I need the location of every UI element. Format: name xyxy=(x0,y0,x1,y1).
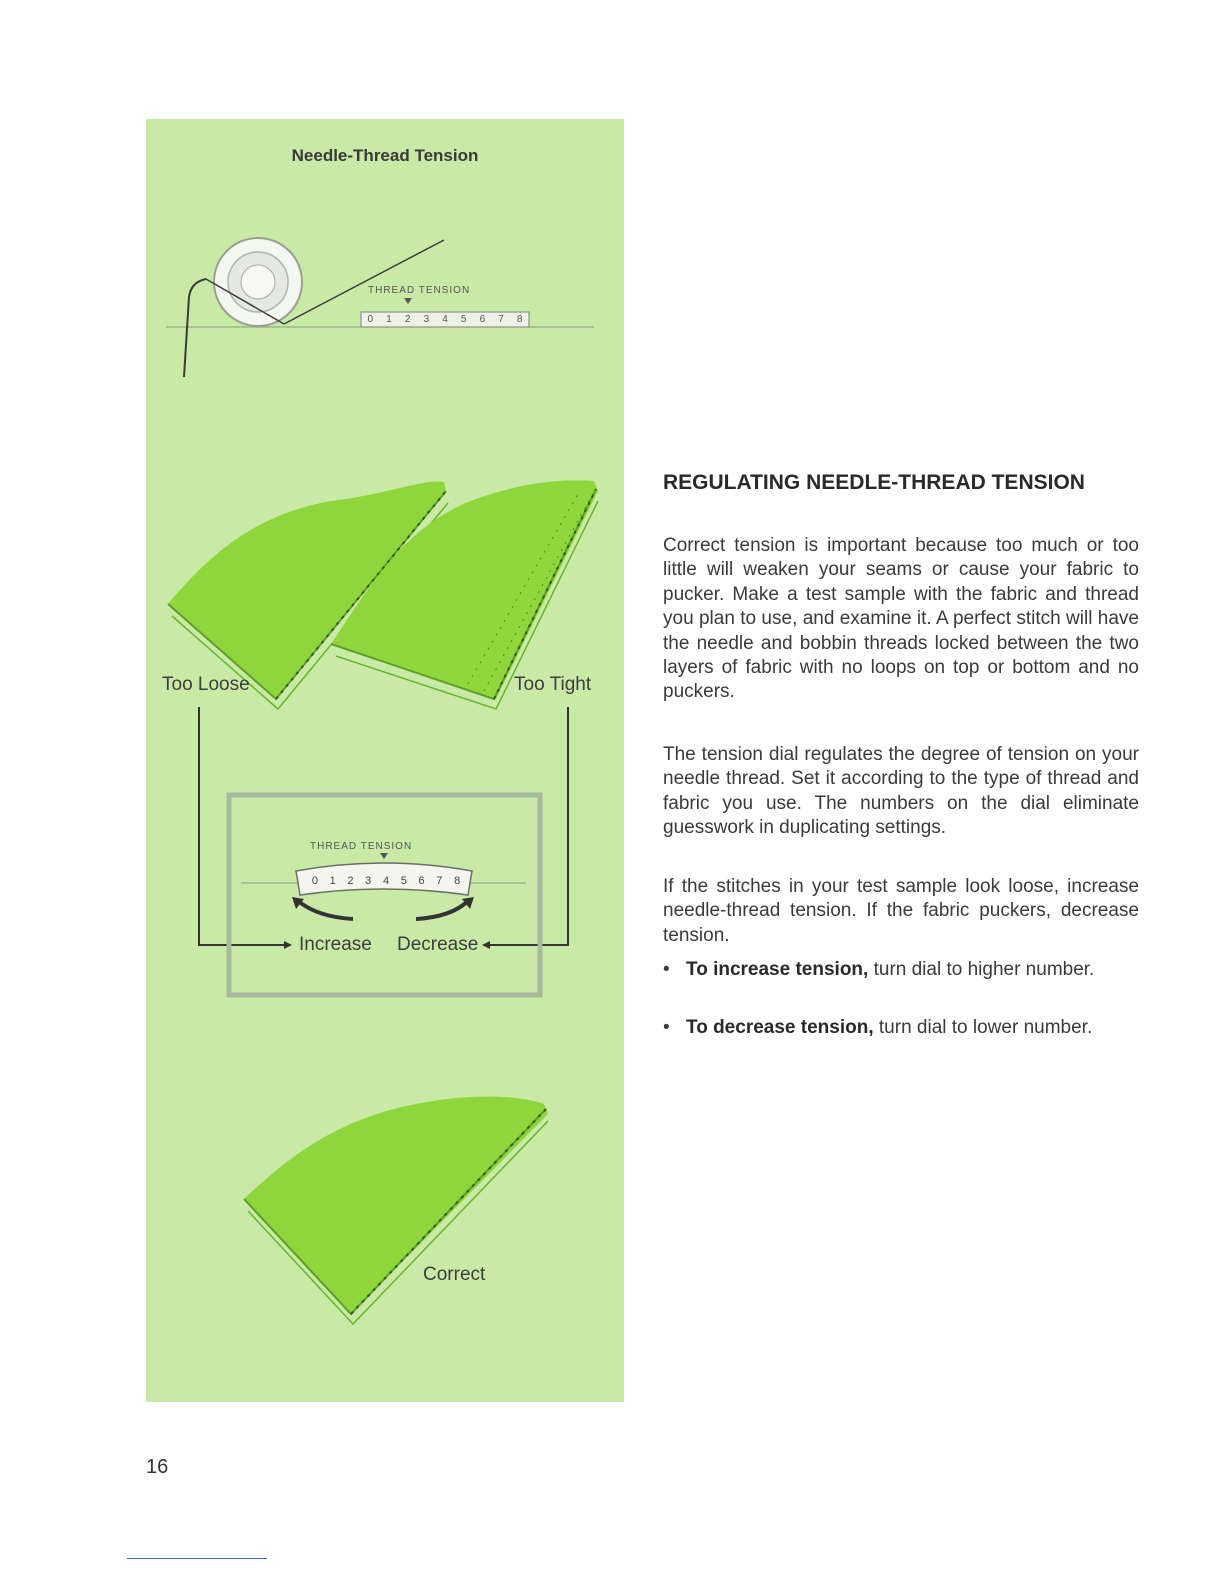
bullet-dot: • xyxy=(663,1017,670,1038)
dial-number: 4 xyxy=(442,314,448,325)
page-number: 16 xyxy=(146,1456,169,1478)
dial-number: 3 xyxy=(423,314,430,325)
dial-number: 2 xyxy=(347,875,354,887)
label-decrease: Decrease xyxy=(397,934,479,955)
dial-number: 1 xyxy=(386,314,392,325)
bullet-dot: • xyxy=(663,959,670,980)
dial-number: 3 xyxy=(365,875,372,887)
tension-disc-diagram xyxy=(166,238,594,377)
dial-number: 4 xyxy=(382,875,390,887)
dial-number: 0 xyxy=(311,875,318,887)
dial-scale-box xyxy=(306,871,466,891)
para-3-text: If the stitches in your test sample look loose, increase needle-thread tension. If the fabric puckers, decrease tension. xyxy=(663,876,1139,946)
article-para-1 xyxy=(663,534,1139,705)
bullet-decrease xyxy=(663,1016,1139,1040)
dial-number: 8 xyxy=(454,875,461,887)
tension-dial-box xyxy=(229,795,540,995)
fabric-correct xyxy=(244,1097,548,1325)
footer-rule xyxy=(127,1558,267,1559)
dial-scale-top xyxy=(361,312,529,327)
dial-number: 0 xyxy=(367,314,374,325)
illustration-panel xyxy=(146,119,624,1402)
connector-lines xyxy=(199,707,568,949)
para-2-text: The tension dial regulates the degree of tension on your needle thread. Set it according to the type of thread and fabric you use. The numbers on the dial eliminate guesswork in duplicating settings. xyxy=(663,744,1139,839)
label-increase: Increase xyxy=(299,934,372,955)
article-para-2 xyxy=(663,743,1139,841)
dial-number: 7 xyxy=(436,875,443,887)
article-heading: REGULATING NEEDLE-THREAD TENSION xyxy=(663,471,1085,494)
article-para-3 xyxy=(663,875,1139,948)
dial-number: 6 xyxy=(479,314,486,325)
dial-number: 1 xyxy=(329,875,336,887)
dial-number: 5 xyxy=(400,875,407,887)
label-too-loose: Too Loose xyxy=(162,674,250,695)
dial-caption-box: THREAD TENSION xyxy=(310,841,413,852)
dial-number: 2 xyxy=(404,314,411,325)
illustration-title: Needle-Thread Tension xyxy=(291,146,479,165)
bullet-decrease-bold: To decrease tension, xyxy=(686,1017,874,1038)
dial-number: 6 xyxy=(418,875,425,887)
label-too-tight: Too Tight xyxy=(514,674,592,695)
label-correct: Correct xyxy=(423,1264,486,1285)
bullet-decrease-text: turn dial to lower number. xyxy=(878,1017,1093,1038)
bullet-increase-bold: To increase tension, xyxy=(686,959,869,980)
dial-caption-top: THREAD TENSION xyxy=(368,285,471,296)
dial-number: 7 xyxy=(498,314,504,325)
bullet-increase xyxy=(663,958,1139,982)
dial-number: 8 xyxy=(516,314,523,325)
bullet-increase-text: turn dial to higher number. xyxy=(873,959,1095,980)
dial-number: 5 xyxy=(460,314,467,325)
para-1-text: Correct tension is important because too much or too little will weaken your seams or cause your fabric to pucker. Make a test sample with the fabric and thread you plan to use, and examine it. A perfect stitch will have the needle and bobbin threads locked between the two layers of fabric with no loops on top or bottom and no puckers. xyxy=(663,535,1139,703)
